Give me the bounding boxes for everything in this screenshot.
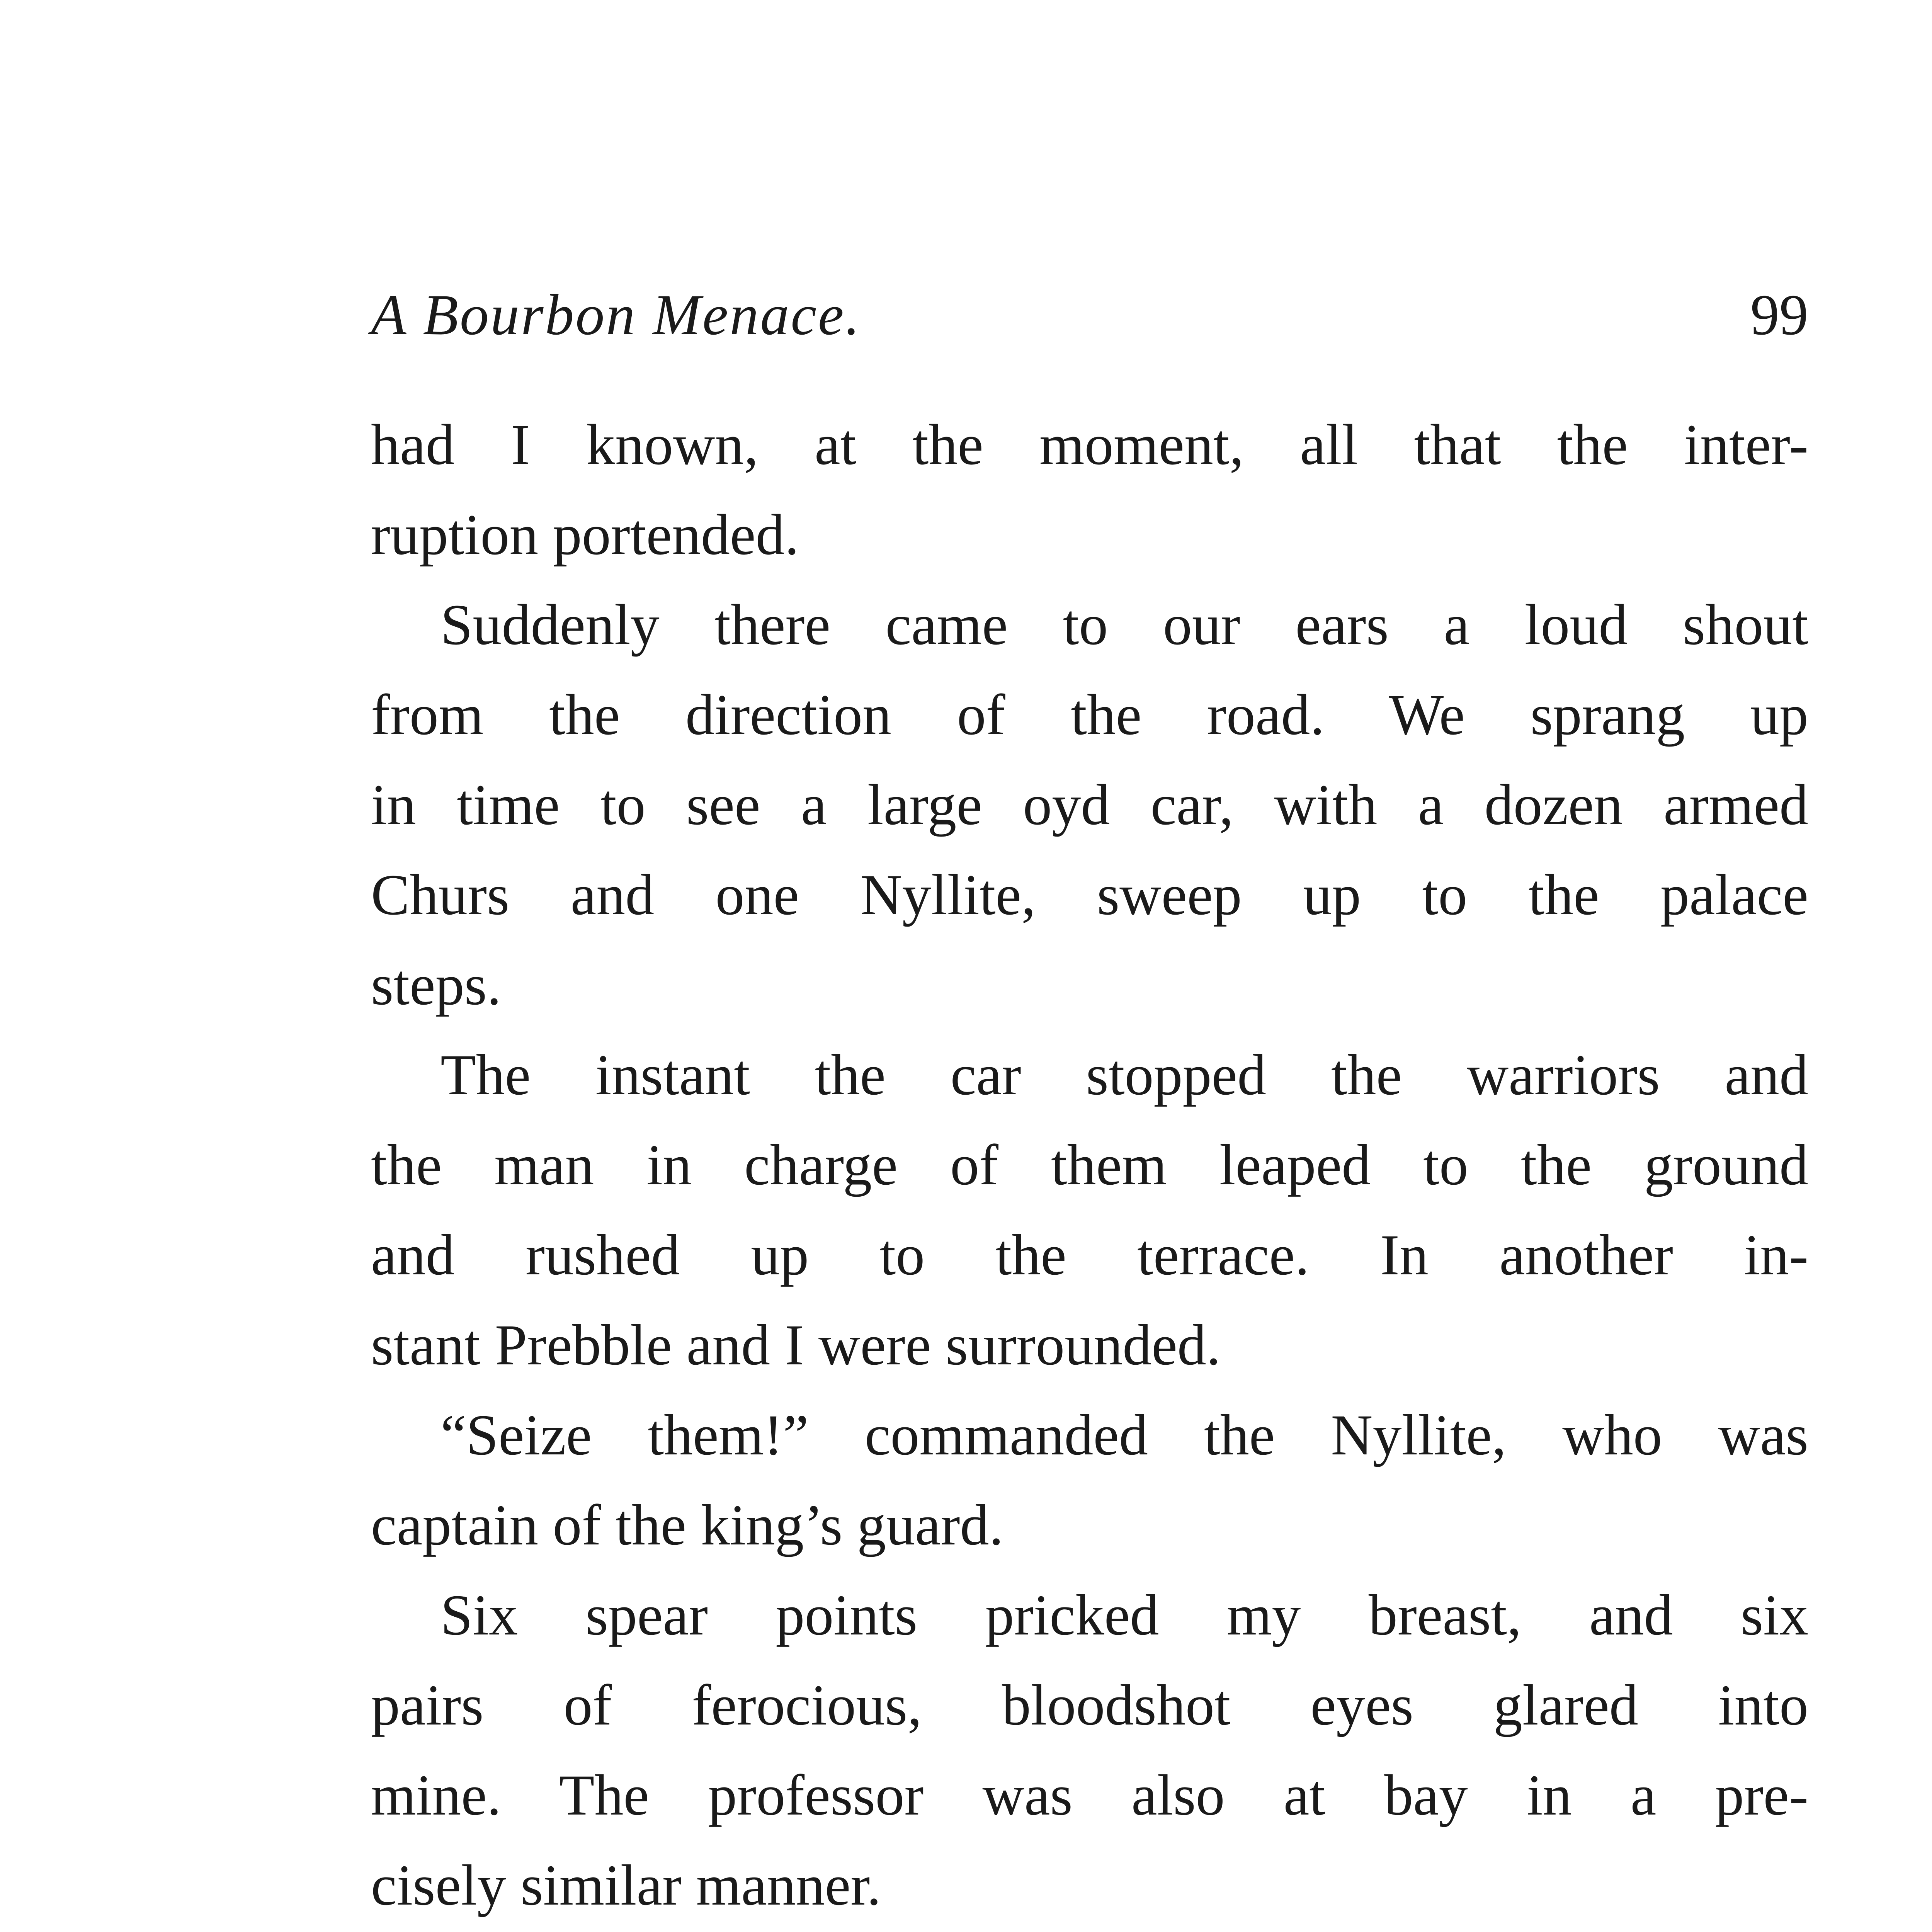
- text-line: mine. The professor was also at bay in a pre-: [371, 1763, 1808, 1827]
- text-line: “Seize them!” commanded the Nyllite, who was: [440, 1403, 1808, 1467]
- text-line: Suddenly there came to our ears a loud shout: [440, 593, 1808, 657]
- text-line: cisely similar manner.: [371, 1853, 881, 1917]
- text-line: and rushed up to the terrace. In another in-: [371, 1223, 1808, 1287]
- text-line: in time to see a large oyd car, with a dozen armed: [371, 773, 1808, 837]
- text-line: Churs and one Nyllite, sweep up to the palace: [371, 863, 1808, 927]
- text-line: pairs of ferocious, bloodshot eyes glared into: [371, 1673, 1808, 1737]
- text-line: ruption portended.: [371, 503, 799, 567]
- text-line: [371, 1930, 1808, 1932]
- body-text: [371, 400, 1808, 1932]
- text-line: Six spear points pricked my breast, and six: [440, 1583, 1808, 1647]
- running-title: A Bourbon Menace.: [371, 283, 862, 347]
- text-line: The instant the car stopped the warriors and: [440, 1043, 1808, 1107]
- text-line: captain of the king’s guard.: [371, 1493, 1004, 1557]
- text-line: stant Prebble and I were surrounded.: [371, 1313, 1221, 1377]
- text-line: steps.: [371, 953, 502, 1017]
- text-line: had I known, at the moment, all that the inter-: [371, 413, 1808, 477]
- running-head: [371, 270, 1808, 359]
- page-number: 99: [1750, 283, 1808, 347]
- text-line: from the direction of the road. We sprang up: [371, 683, 1808, 747]
- text-line: the man in charge of them leaped to the ground: [371, 1133, 1808, 1197]
